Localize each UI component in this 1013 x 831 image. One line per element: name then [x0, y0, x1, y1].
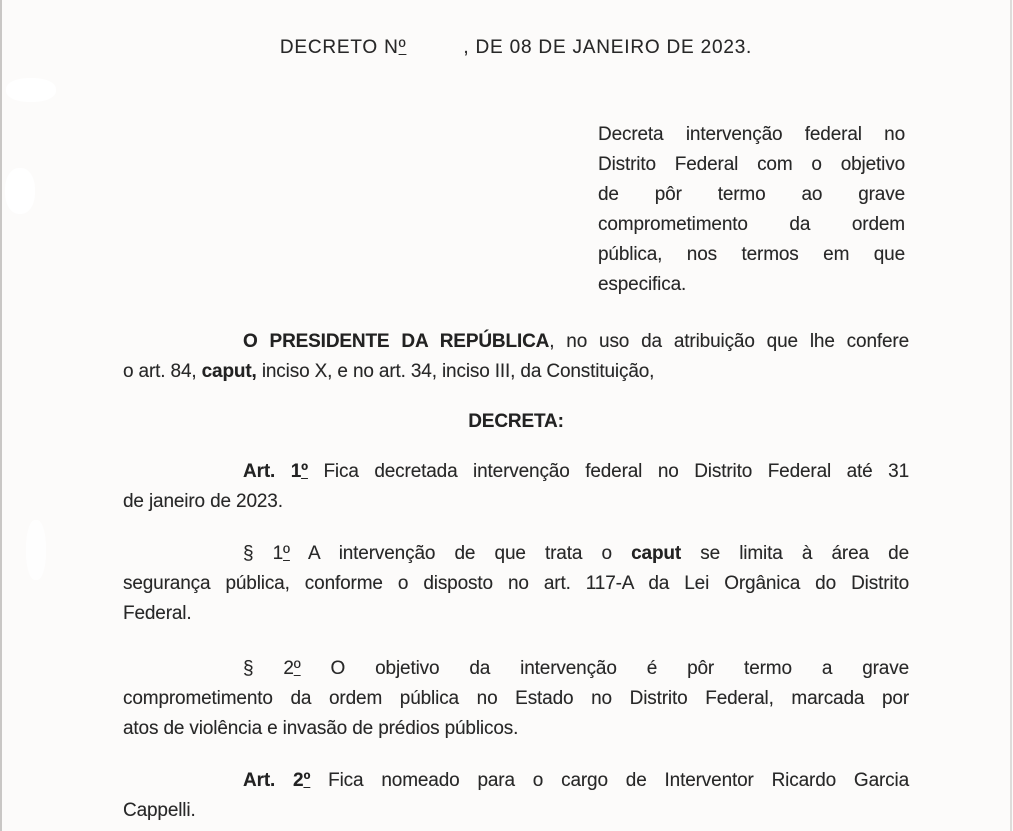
text-run: Cappelli. [123, 800, 196, 821]
text-line [123, 766, 909, 796]
text-run: o art. 84, [123, 361, 202, 382]
decreta-heading [123, 407, 909, 437]
bold-text-run: Art. 1 [243, 461, 302, 482]
text-line [123, 569, 909, 599]
document-content [123, 0, 909, 826]
scan-artifact [26, 520, 46, 580]
article-2 [123, 766, 909, 826]
text-run: § 2 [243, 658, 294, 679]
paragraph-2 [123, 654, 909, 744]
epigraph-line: comprometimento da ordem [598, 214, 905, 235]
text-run: Fica nomeado para o cargo de Interventor Ricardo Garcia [310, 770, 909, 791]
text-run: Fica decretada intervenção federal no Distrito Federal até 31 [307, 461, 909, 482]
text-run: inciso X, e no art. 34, inciso III, da Constituição, [256, 361, 655, 382]
decree-title [123, 33, 909, 63]
epigraph-line: especifica. [598, 274, 687, 295]
decree-body [123, 327, 909, 826]
text-line [123, 357, 909, 387]
ordinal-indicator: º [303, 770, 311, 791]
decree-title-prefix: DECRETO N [279, 37, 399, 58]
text-run: A intervenção de que trata o [289, 543, 632, 564]
epigraph-line: Decreta intervenção federal no [598, 124, 905, 145]
president-clause [123, 327, 909, 387]
ordinal-indicator: º [283, 543, 290, 564]
bold-text-run: DECRETA: [468, 411, 564, 432]
decree-title-date: , DE 08 DE JANEIRO DE 2023. [463, 37, 753, 58]
ordinal-indicator: º [301, 461, 308, 482]
scan-artifact [5, 168, 35, 214]
text-run: se limita à área de [681, 543, 909, 564]
text-run: comprometimento da ordem pública no Estado no Distrito Federal, marcada por [123, 688, 909, 709]
scan-edge-line-left [0, 0, 2, 831]
text-line [123, 327, 909, 357]
ordinal-indicator: º [293, 658, 301, 679]
text-run: Federal. [123, 603, 192, 624]
epigraph-line: de pôr termo ao grave [598, 184, 905, 205]
bold-text-run: caput [631, 543, 682, 564]
text-line [123, 714, 909, 744]
article-1 [123, 457, 909, 517]
bold-text-run: Art. 2 [243, 770, 304, 791]
text-run: , no uso da atribuição que lhe confere [549, 331, 910, 352]
scan-artifact [6, 78, 56, 102]
ordinal-indicator: º [398, 37, 407, 58]
bold-text-run: O PRESIDENTE DA REPÚBLICA [243, 331, 550, 352]
text-line [123, 796, 909, 826]
text-line [123, 407, 909, 437]
text-run: de janeiro de 2023. [123, 491, 283, 512]
text-run: atos de violência e invasão de prédios públicos. [123, 718, 519, 739]
text-run: § 1 [243, 543, 284, 564]
decree-epigraph [598, 120, 905, 300]
text-run: segurança pública, conforme o disposto no art. 117-A da Lei Orgânica do Distrito [123, 573, 909, 594]
text-line [123, 457, 909, 487]
epigraph-line: Distrito Federal com o objetivo [598, 154, 905, 175]
paragraph-1 [123, 539, 909, 629]
text-line [123, 654, 909, 684]
text-line [123, 684, 909, 714]
epigraph-line: pública, nos termos em que [598, 244, 905, 265]
text-line [123, 599, 909, 629]
text-line [123, 539, 909, 569]
scan-edge-line-right [1010, 0, 1012, 831]
text-line [123, 487, 909, 517]
text-run: O objetivo da intervenção é pôr termo a grave [300, 658, 909, 679]
bold-text-run: caput, [201, 361, 257, 382]
